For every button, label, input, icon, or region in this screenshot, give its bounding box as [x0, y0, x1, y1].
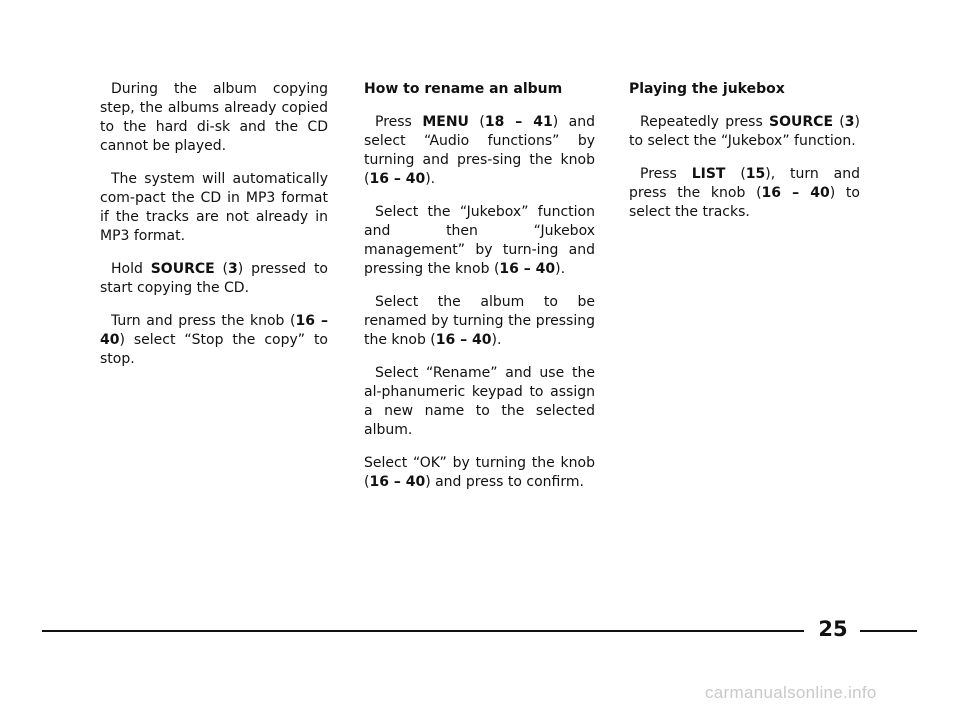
paragraph-press-menu: Press MENU (18 – 41) and select “Audio functions” by turning and pres-sing the knob (16 – 40). — [364, 114, 595, 187]
footer-rule-left — [42, 630, 804, 632]
column-3 — [629, 80, 860, 236]
paragraph-select-album: Select the album to be renamed by turning the pressing the knob (16 – 40). — [364, 294, 595, 348]
paragraph-compact-mp3: The system will automatically com-pact the CD in MP3 format if the tracks are not already in MP3 format. — [100, 171, 328, 244]
paragraph-album-copying-step: During the album copying step, the albums already copied to the hard di-sk and the CD cannot be played. — [100, 81, 328, 154]
paragraph-hold-source: Hold SOURCE (3) pressed to start copying the CD. — [100, 261, 328, 296]
paragraph-press-list: Press LIST (15), turn and press the knob (16 – 40) to select the tracks. — [629, 166, 860, 220]
heading-playing-jukebox: Playing the jukebox — [629, 81, 785, 97]
column-2 — [364, 80, 595, 506]
footer-rule-right — [860, 630, 917, 632]
watermark-text: carmanualsonline.info — [705, 683, 877, 702]
paragraph-repeatedly-press-source: Repeatedly press SOURCE (3) to select the “Jukebox” function. — [629, 114, 860, 149]
paragraph-jukebox-management: Select the “Jukebox” function and then “Jukebox management” by turn-ing and pressing the knob (16 – 40). — [364, 204, 595, 277]
heading-rename-album: How to rename an album — [364, 81, 563, 97]
page-number: 25 — [818, 617, 848, 641]
paragraph-select-ok: Select “OK” by turning the knob (16 – 40) and press to confirm. — [364, 455, 595, 490]
column-1 — [100, 80, 328, 383]
paragraph-stop-copy: Turn and press the knob (16 – 40) select “Stop the copy” to stop. — [100, 313, 328, 367]
paragraph-rename-keypad: Select “Rename” and use the al-phanumeric keypad to assign a new name to the selected album. — [364, 365, 595, 438]
